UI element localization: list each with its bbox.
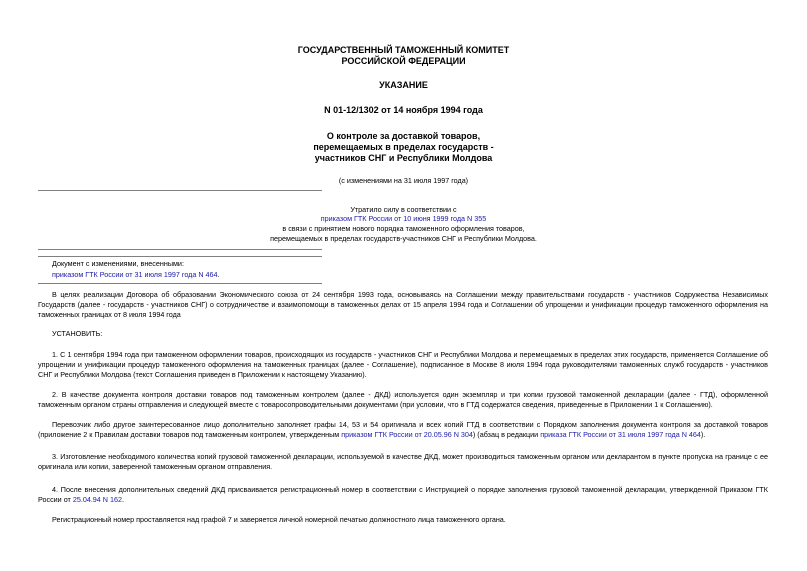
changes-box-label: Документ с изменениями, внесенными: — [52, 259, 184, 268]
doc-type: УКАЗАНИЕ — [379, 80, 428, 90]
paragraph-5: Регистрационный номер проставляется над графой 7 и заверяется личной номерной печатью должностного лица таможенного органа. — [52, 515, 506, 524]
doc-number: N 01-12/1302 от 14 ноября 1994 года — [324, 105, 483, 115]
changes-box-link-line — [52, 270, 352, 280]
changes-order-link[interactable]: приказом ГТК России от 31 июля 1997 года N 464 — [52, 270, 218, 279]
establish-heading: УСТАНОВИТЬ: — [52, 329, 103, 338]
paragraph-1: 1. С 1 сентября 1994 года при таможенном оформлении товаров, происходящих из государств - участников СНГ и Республики Молдова и перемещаемых в пределах этих государств, применяется Соглашение об упрощении и унификации процедур таможенного оформления на таможенных границах (далее - Соглашение), подписанное в Москве 8 июля 1994 года руководителями таможенных служб государств - участников СНГ и Республики Молдова (текст Соглашения приведен в Приложении к настоящему Указанию). — [38, 350, 768, 379]
doc-title-line2: перемещаемых в пределах государств - — [313, 142, 494, 152]
divider — [38, 283, 322, 284]
paragraph-3: 3. Изготовление необходимого количества копий грузовой таможенной декларации, используемой в качестве ДКД, может производиться таможенным органом или декларантом в пункте пропуска на границе с ее оригинала или копии, заверенной таможенным органом отправления. — [38, 452, 768, 471]
order-304-link[interactable]: приказом ГТК России от 20.05.96 N 304 — [341, 430, 473, 439]
divider — [38, 249, 322, 250]
paragraph-2: 2. В качестве документа контроля доставки товаров под таможенным контролем (далее - ДКД) используется один экземпляр и три копии грузовой таможенной декларации (далее - ГТД), оформленной таможенным органом страны отправления и следующей вместе с товаросопроводительными документами (при условии, что в ГТД содержатся сведения, приведенные в Приложении 1 к Соглашению). — [38, 390, 768, 409]
repeal-order-link[interactable]: приказом ГТК России от 10 июня 1999 года N 355 — [320, 214, 487, 223]
paragraph-4: 4. После внесения дополнительных сведений ДКД присваивается регистрационный номер в соответствии с Инструкцией о порядке заполнения грузовой таможенной декларации, утвержденной Приказом ГТК России от 25.04.94 N 162. — [38, 485, 768, 504]
doc-title-line1: О контроле за доставкой товаров, — [326, 131, 481, 141]
divider — [38, 190, 322, 191]
repeal-line4: перемещаемых в пределах государств-участников СНГ и Республики Молдова. — [270, 234, 537, 243]
org-name-line2: РОССИЙСКОЙ ФЕДЕРАЦИИ — [341, 56, 466, 66]
amendment-note: (с изменениями на 31 июля 1997 года) — [338, 176, 469, 185]
doc-title-line3: участников СНГ и Республики Молдова — [314, 153, 493, 163]
repeal-link-wrap — [0, 214, 807, 224]
org-name-line1: ГОСУДАРСТВЕННЫЙ ТАМОЖЕННЫЙ КОМИТЕТ — [297, 45, 510, 55]
paragraph-2b: Перевозчик либо другое заинтересованное лицо дополнительно заполняет графы 14, 53 и 54 оригинала и всех копий ГТД в соответствии с Порядком заполнения документа контроля за доставкой товаров (приложение 2 к Правилам доставки товаров под таможенным контролем, утвержденным приказом ГТК России от 20.05.96 N 304) (абзац в редакции приказа ГТК России от 31 июля 1997 года N 464). — [38, 420, 768, 439]
preamble-paragraph: В целях реализации Договора об образовании Экономического союза от 24 сентября 1993 года, основываясь на Соглашении между правительствами государств - участников Содружества Независимых Государств (далее - государств - участников СНГ) о сотрудничестве и взаимопомощи в таможенных делах от 15 апреля 1994 года и Соглашении об упрощении и унификации процедур таможенного оформления на таможенных границах от 8 июля 1994 года — [38, 290, 768, 319]
order-464-link[interactable]: приказа ГТК России от 31 июля 1997 года N 464 — [540, 430, 701, 439]
repeal-line1: Утратило силу в соответствии с — [350, 205, 457, 214]
divider — [38, 256, 322, 257]
order-162-link[interactable]: 25.04.94 N 162 — [72, 495, 122, 504]
changes-box-suffix: . — [217, 270, 220, 279]
repeal-line3: в связи с принятием нового порядка таможенного оформления товаров, — [282, 224, 525, 233]
